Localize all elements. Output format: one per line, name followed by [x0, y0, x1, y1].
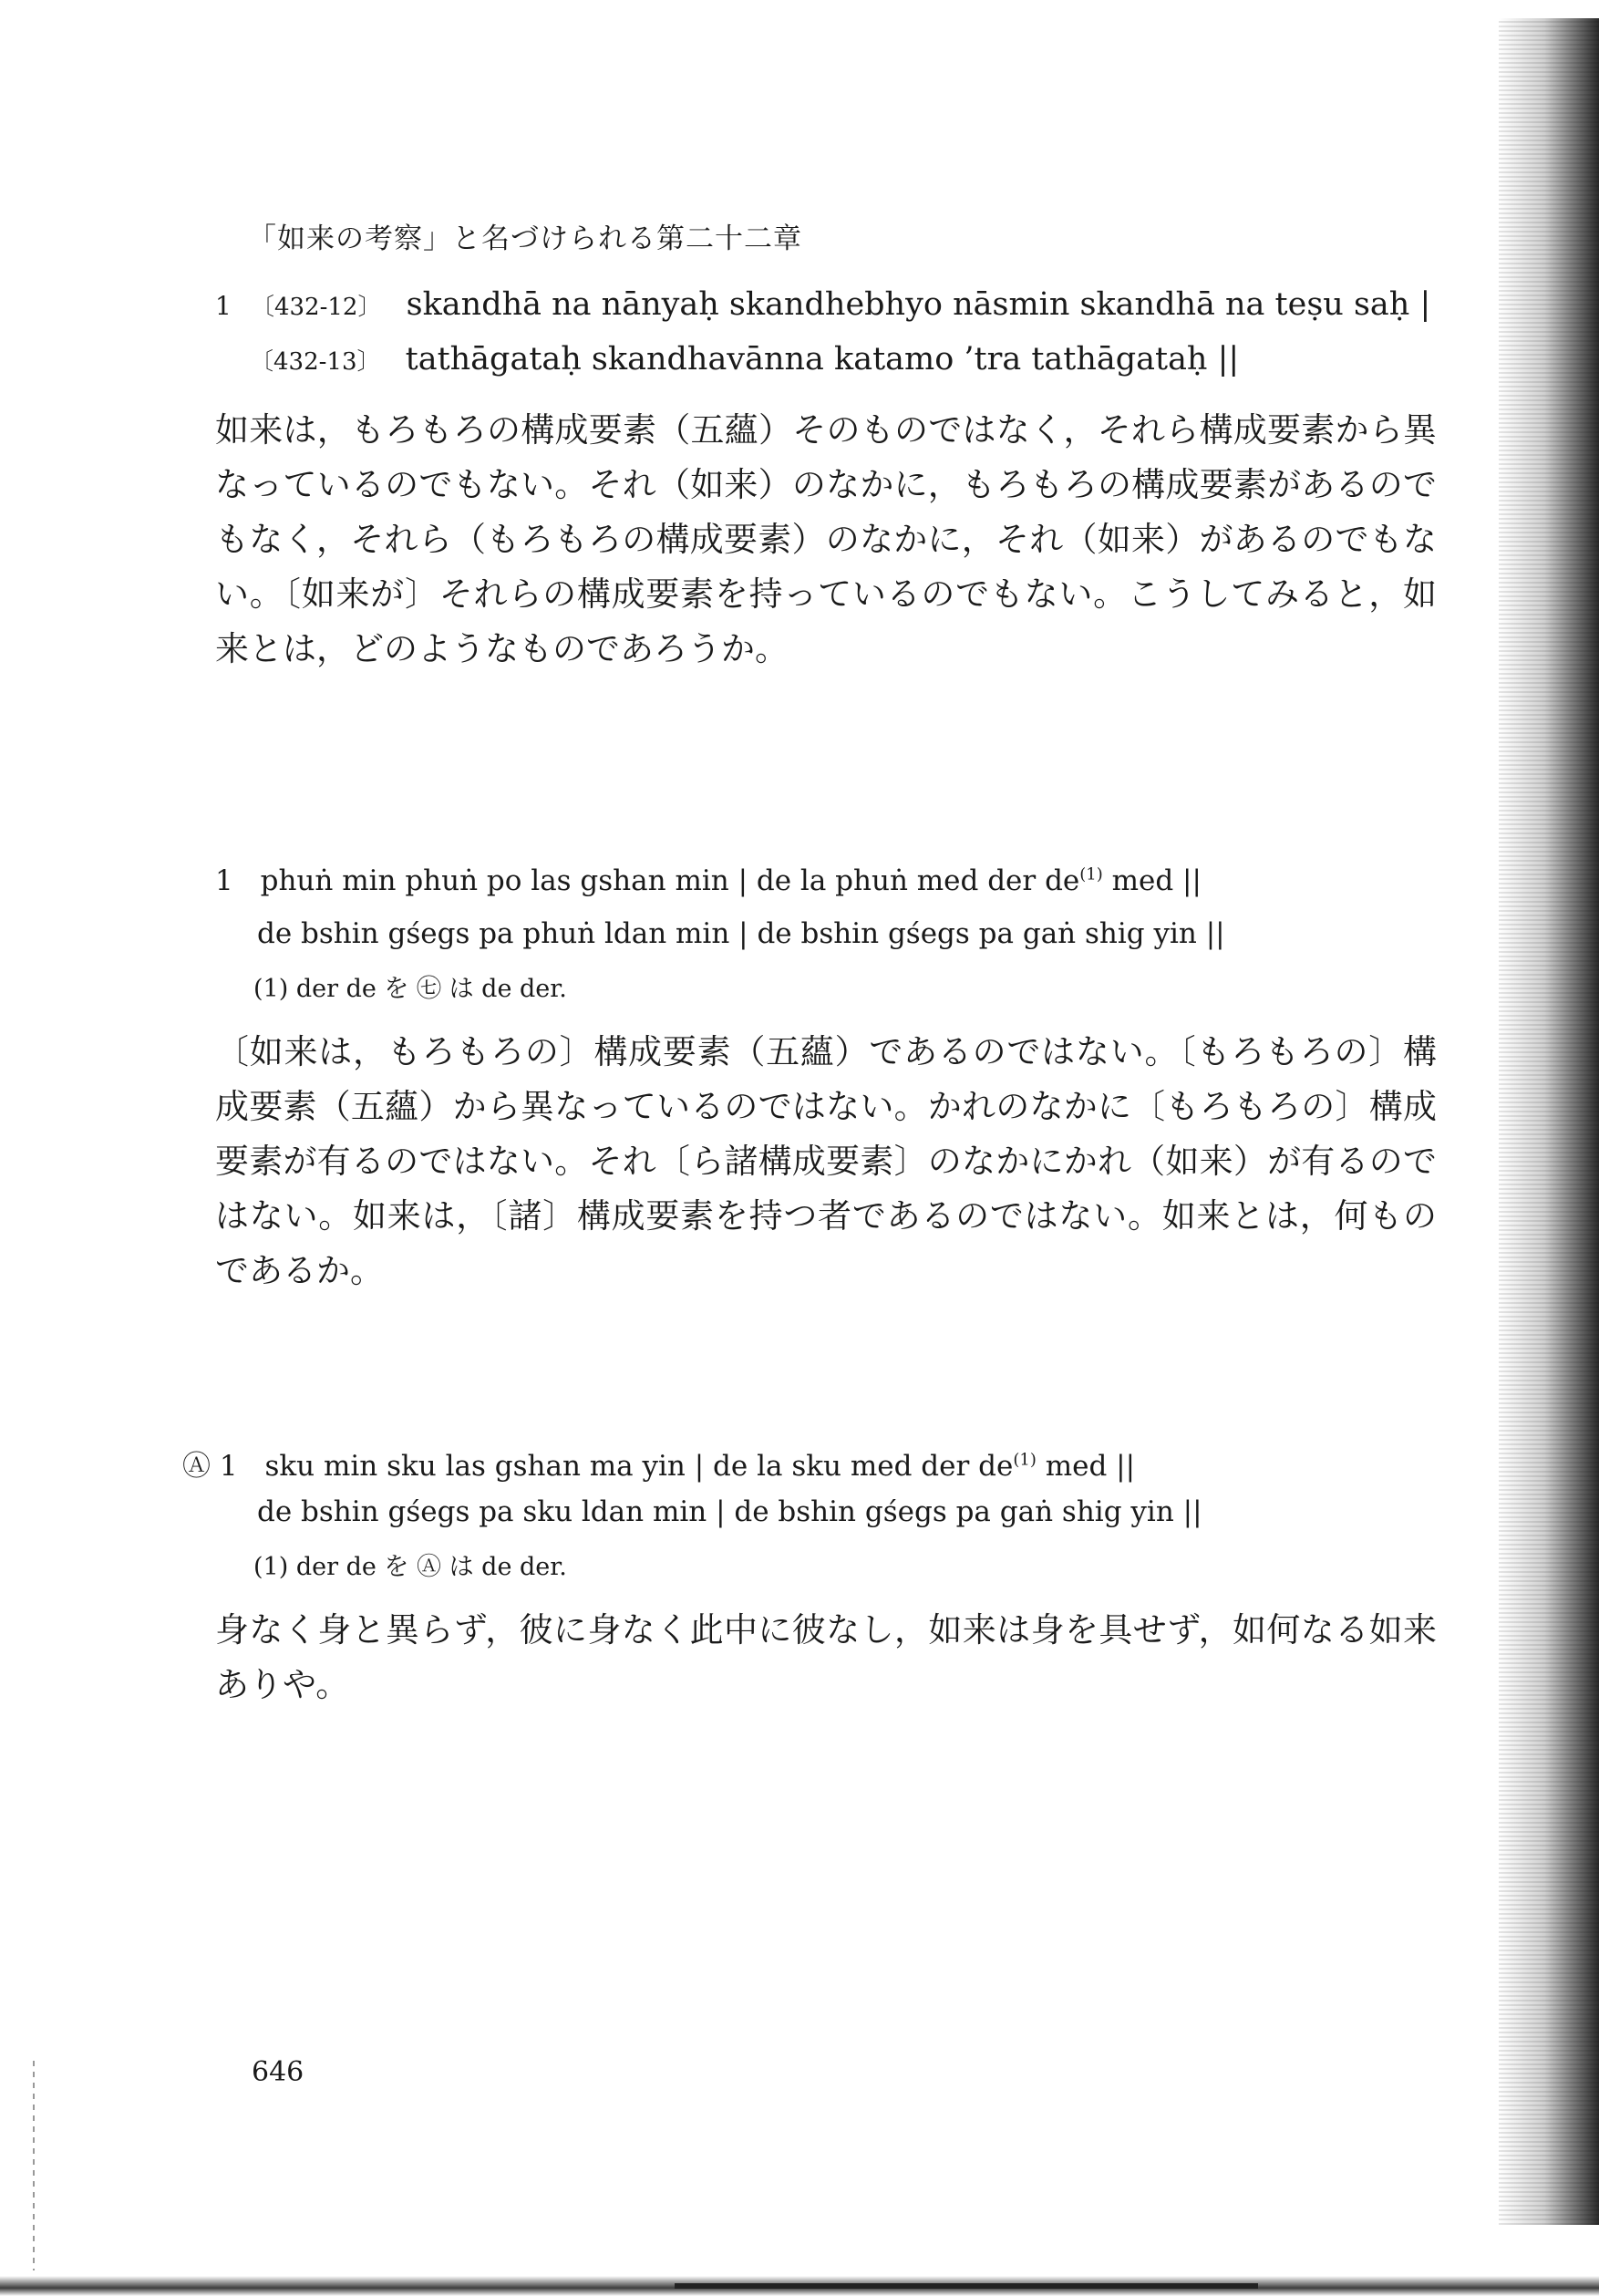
tibetan-2-footnote: (1) der de を Ⓐ は de der. [253, 1553, 567, 1581]
page-reference: 〔432-12〕 [250, 294, 382, 321]
scan-left-mark [33, 2061, 35, 2270]
tibetan-text: sku min sku las gshan ma yin | de la sku med der de [264, 1450, 1014, 1483]
tibetan-1-footnote: (1) der de を ㊆ は de der. [253, 975, 567, 1003]
sanskrit-translation: 如来は，もろもろの構成要素（五蘊）そのものではなく，それら構成要素から異なっているのでもない。それ（如来）のなかに，もろもろの構成要素があるのでもなく，それら（もろもろの構成要素）のなかに，それ（如来）があるのでもない。〔如来が〕それらの構成要素を持っているのでもない。こうしてみると，如来とは，どのようなものであろうか。 [215, 410, 1437, 668]
verse-number: 1 [215, 864, 233, 897]
scan-bottom-mark [675, 2283, 1258, 2289]
tibetan-text: med || [1102, 864, 1202, 897]
verse-number: Ⓐ 1 [182, 1450, 238, 1483]
footnote-marker: (1) [1013, 1450, 1037, 1470]
tibetan-1-line-1 [215, 864, 1202, 897]
sanskrit-line-2 [250, 341, 1239, 377]
footnote-marker: (1) [1079, 864, 1103, 884]
tibetan-1-line-2: de bshin gśegs pa phuṅ ldan min | de bshin gśegs pa gaṅ shig yin || [257, 917, 1225, 950]
sanskrit-line-1 [215, 286, 1430, 323]
scan-edge-shadow [1499, 18, 1599, 2225]
tibetan-text: med || [1036, 1450, 1136, 1483]
sanskrit-text: skandhā na nānyaḥ skandhebhyo nāsmin skandhā na teṣu saḥ | [406, 286, 1431, 323]
tibetan-text: phuṅ min phuṅ po las gshan min | de la phuṅ med der de [260, 864, 1080, 897]
page-reference: 〔432-13〕 [250, 348, 381, 376]
sanskrit-text: tathāgataḥ skandhavānna katamo ’tra tathāgataḥ || [405, 341, 1240, 377]
chapter-header: 「如来の考察」と名づけられる第二十二章 [248, 222, 802, 255]
tibetan-1-translation: 〔如来は，もろもろの〕構成要素（五蘊）であるのではない。〔もろもろの〕構成要素（五蘊）から異なっているのではない。かれのなかに〔もろもろの〕構成要素が有るのではない。それ〔ら諸構成要素〕のなかにかれ（如来）が有るのではない。如来は，〔諸〕構成要素を持つ者であるのではない。如来とは，何ものであるか。 [215, 1032, 1437, 1290]
tibetan-2-line-2: de bshin gśegs pa sku ldan min | de bshin gśegs pa gaṅ shig yin || [257, 1495, 1202, 1528]
page-number: 646 [252, 2056, 304, 2088]
tibetan-2-line-1 [182, 1443, 1135, 1484]
tibetan-2-translation: 身なく身と異らず，彼に身なく此中に彼なし，如来は身を具せず，如何なる如来ありや。 [215, 1610, 1437, 1704]
verse-number: 1 [215, 291, 232, 321]
